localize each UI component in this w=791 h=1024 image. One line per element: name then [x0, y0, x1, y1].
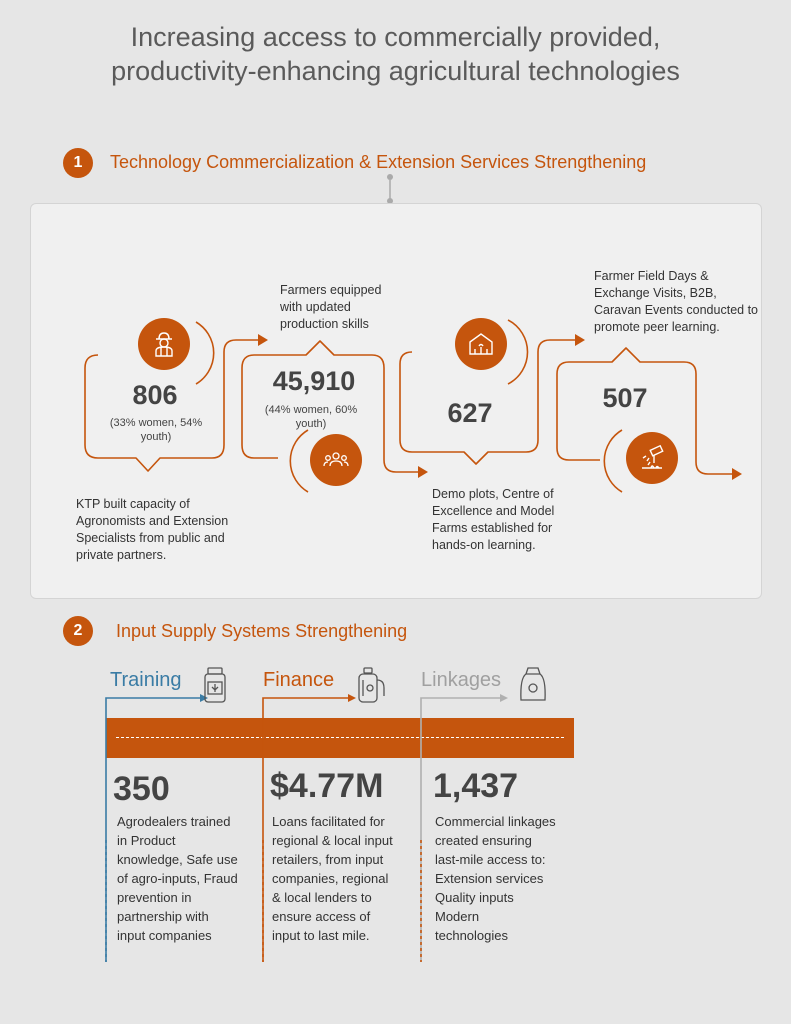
irrigation-icon: [626, 432, 678, 484]
stat-806-desc: KTP built capacity of Agronomists and Extension Specialists from public and private partners.: [76, 497, 229, 562]
category-training: Training: [110, 669, 182, 691]
stat-806: 806: [132, 380, 178, 410]
category-linkages: Linkages: [421, 669, 502, 691]
section-1-title: Technology Commercialization & Extension Services Strengthening: [110, 152, 647, 172]
stat-806-sub: (33% women, 54% youth): [109, 417, 203, 443]
sprayer-icon: [356, 666, 386, 704]
section-1-number: 1: [63, 148, 93, 178]
greenhouse-icon: [455, 318, 507, 370]
stat-507-desc: Farmer Field Days & Exchange Visits, B2B, Caravan Events conducted to promote peer learning.: [594, 269, 758, 334]
page-title: Increasing access to commercially provided, productivity-enhancing agricultural technologies: [111, 22, 680, 86]
stat-45910-desc: Farmers equipped with updated production skills: [280, 283, 382, 331]
stat-627: 627: [447, 398, 493, 428]
stat-4-77m-desc: Loans facilitated for regional & local input retailers, from input companies, regional & local lenders to ensure access of input to last mile.: [272, 814, 393, 943]
stat-45910: 45,910: [272, 366, 356, 396]
stat-45910-sub: (44% women, 60% youth): [264, 404, 358, 430]
category-finance: Finance: [263, 669, 335, 691]
stat-627-desc: Demo plots, Centre of Excellence and Model Farms established for hands-on learning.: [432, 487, 555, 552]
stat-350-desc: Agrodealers trained in Product knowledge, Safe use of agro-inputs, Fraud prevention in partnership with input companies: [117, 814, 238, 943]
stat-350: 350: [113, 770, 170, 808]
section-2-number: 2: [63, 616, 93, 646]
bottle-icon: [203, 666, 227, 704]
stat-4-77m: $4.77M: [270, 767, 384, 805]
farmer-icon: [138, 318, 190, 370]
section-2-title: Input Supply Systems Strengthening: [116, 621, 408, 641]
group-icon: [310, 434, 362, 486]
stat-507: 507: [602, 383, 648, 413]
sack-icon: [518, 666, 548, 704]
stat-1437: 1,437: [433, 767, 519, 805]
stat-1437-desc: Commercial linkages created ensuring last-mile access to: Extension services Quality inputs Modern technologies: [435, 814, 556, 943]
